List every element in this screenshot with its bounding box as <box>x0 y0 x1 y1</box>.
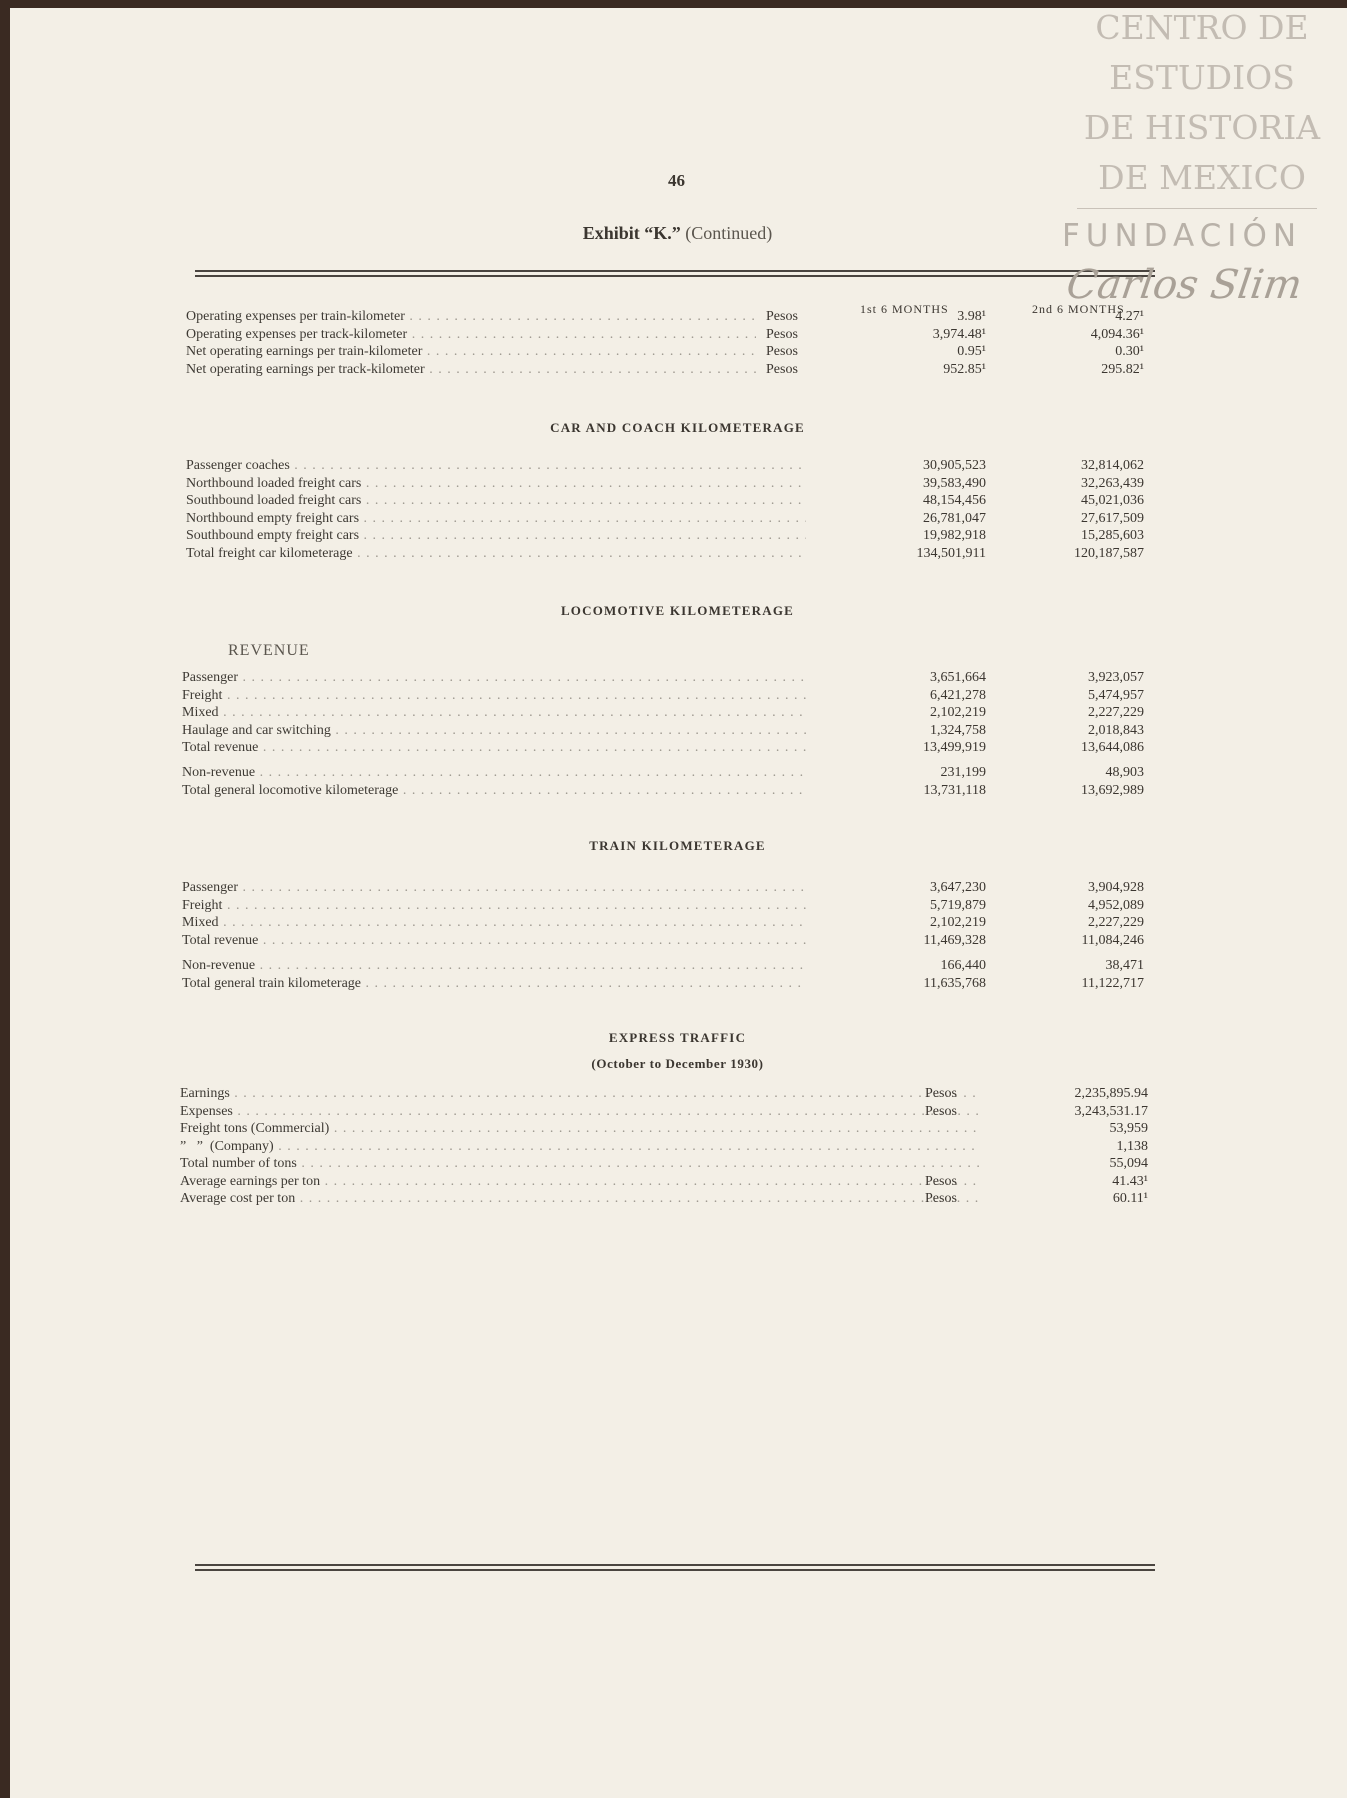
row-unit: Pesos <box>925 1103 957 1119</box>
row-unit: Pesos <box>766 309 798 324</box>
row-label: Passenger coaches . . . <box>186 457 806 474</box>
row-label: Non-revenue . . . <box>182 957 806 974</box>
row-value-v1: 2,102,219 <box>930 915 986 931</box>
row-value-v2: 4,952,089 <box>1088 897 1144 913</box>
table-row <box>182 879 1182 896</box>
watermark-signature: Carlos Slim <box>1063 262 1305 308</box>
row-unit: Pesos <box>766 361 798 377</box>
table-row <box>186 326 1186 343</box>
row-value-v2: 15,285,603 <box>1081 528 1144 543</box>
table-row <box>182 782 1182 799</box>
row-label: Total general train kilometerage . . . <box>182 975 806 992</box>
table-row <box>180 1085 1180 1102</box>
row-unit: Pesos <box>925 1086 957 1101</box>
row-value-amount: 3,243,531.17 <box>1074 1103 1148 1119</box>
watermark-line-2: ESTUDIOS <box>1109 58 1295 97</box>
row-value-amount: 60.11¹ <box>1112 1191 1148 1206</box>
row-value-v2: 2,018,843 <box>1088 722 1144 738</box>
title-continued: (Continued) <box>685 223 773 243</box>
row-label: Net operating earnings per track-kilometer . . . <box>186 361 756 378</box>
row-value-v1: 11,469,328 <box>923 932 986 948</box>
row-label: Southbound empty freight cars . . . <box>186 527 806 544</box>
watermark-divider <box>1077 208 1317 209</box>
row-label: Average cost per ton . . . <box>180 1190 980 1207</box>
row-value-v2: 27,617,509 <box>1081 510 1144 526</box>
row-label: Total revenue . . . <box>182 739 806 756</box>
row-label: Passenger . . . <box>182 879 806 896</box>
row-value-v1: 166,440 <box>940 958 986 973</box>
table-row <box>186 510 1186 527</box>
row-label: Total revenue . . . <box>182 932 806 949</box>
row-value-v1: 48,154,456 <box>923 493 986 508</box>
table-row <box>182 932 1182 949</box>
table-row <box>186 475 1186 492</box>
row-unit: Pesos <box>925 1191 957 1206</box>
column-header-2nd-6-months: 2nd 6 MONTHS <box>1032 302 1125 316</box>
row-value-v1: 13,731,118 <box>923 782 986 798</box>
row-value-v1: 231,199 <box>940 765 986 780</box>
table-row <box>180 1173 1180 1190</box>
row-label: Northbound empty freight cars . . . <box>186 510 806 527</box>
top-double-rule <box>195 270 1155 277</box>
row-value-v2: 4.27¹ <box>1115 309 1144 324</box>
row-label: Haulage and car switching . . . <box>182 722 806 739</box>
row-label: Average earnings per ton . . . <box>180 1173 980 1190</box>
row-value-v1: 3.98¹ <box>957 309 986 324</box>
table-row <box>186 527 1186 544</box>
table-row <box>182 957 1182 974</box>
row-value-v1: 3,651,664 <box>930 670 986 685</box>
row-value-v1: 6,421,278 <box>930 687 986 703</box>
row-value-v1: 26,781,047 <box>923 510 986 526</box>
row-value-amount: 1,138 <box>1116 1138 1148 1154</box>
row-value-v1: 0.95¹ <box>957 344 986 359</box>
row-label: Earnings . . . <box>180 1085 980 1102</box>
table-row <box>182 722 1182 739</box>
table-row <box>186 457 1186 474</box>
row-label: Expenses . . . <box>180 1103 980 1120</box>
row-label: Southbound loaded freight cars . . . <box>186 492 806 509</box>
row-value-v2: 295.82¹ <box>1101 361 1144 377</box>
row-value-v1: 30,905,523 <box>923 458 986 473</box>
row-unit: Pesos <box>766 344 798 359</box>
row-label: Mixed . . . <box>182 704 806 721</box>
row-value-v2: 11,122,717 <box>1081 975 1144 991</box>
row-value-v2: 48,903 <box>1105 765 1144 780</box>
title-exhibit: Exhibit “K.” <box>582 223 681 243</box>
row-value-v2: 11,084,246 <box>1081 932 1144 948</box>
row-value-v2: 4,094.36¹ <box>1090 326 1144 342</box>
row-value-amount: 53,959 <box>1109 1121 1148 1136</box>
page-number: 46 <box>668 171 685 190</box>
section-heading-train: TRAIN KILOMETERAGE <box>589 838 766 853</box>
row-value-v1: 952.85¹ <box>943 361 986 377</box>
table-row <box>182 739 1182 756</box>
row-label: Total general locomotive kilometerage . . . <box>182 782 806 799</box>
row-label: Freight . . . <box>182 687 806 704</box>
table-row <box>182 914 1182 931</box>
row-label: Net operating earnings per train-kilometer . . . <box>186 343 756 360</box>
table-row <box>180 1155 1180 1172</box>
section-heading-car-coach: CAR AND COACH KILOMETERAGE <box>550 420 805 435</box>
watermark-line-1: CENTRO DE <box>1095 8 1309 47</box>
row-value-v2: 45,021,036 <box>1081 493 1144 508</box>
table-row <box>182 687 1182 704</box>
watermark-line-4: DE MEXICO <box>1098 158 1306 197</box>
row-value-v1: 11,635,768 <box>923 975 986 991</box>
row-value-v2: 3,923,057 <box>1088 670 1144 685</box>
row-value-v2: 0.30¹ <box>1115 344 1144 359</box>
table-row <box>186 308 1186 325</box>
row-label: Non-revenue . . . <box>182 764 806 781</box>
row-value-v1: 5,719,879 <box>930 897 986 913</box>
row-value-v1: 19,982,918 <box>923 528 986 543</box>
row-value-v2: 38,471 <box>1105 958 1144 973</box>
table-row <box>186 545 1186 562</box>
row-value-v1: 39,583,490 <box>923 475 986 491</box>
table-row <box>182 669 1182 686</box>
table-row <box>182 897 1182 914</box>
table-row <box>186 361 1186 378</box>
row-value-v1: 2,102,219 <box>930 705 986 721</box>
row-label: Operating expenses per track-kilometer . . . <box>186 326 756 343</box>
row-value-v2: 32,263,439 <box>1081 475 1144 491</box>
section-heading-locomotive: LOCOMOTIVE KILOMETERAGE <box>560 603 795 618</box>
row-value-v1: 3,647,230 <box>930 880 986 895</box>
row-value-v1: 134,501,911 <box>916 545 986 561</box>
row-label: Total freight car kilometerage . . . <box>186 545 806 562</box>
row-value-v2: 2,227,229 <box>1088 915 1144 931</box>
table-row <box>180 1190 1180 1207</box>
watermark-foundation: FUNDACIÓN <box>1061 218 1303 254</box>
row-value-amount: 41.43¹ <box>1112 1173 1148 1189</box>
table-row <box>180 1103 1180 1120</box>
row-label: Mixed . . . <box>182 914 806 931</box>
row-label: Freight . . . <box>182 897 806 914</box>
row-unit: Pesos <box>766 326 798 342</box>
row-value-v1: 1,324,758 <box>930 722 986 738</box>
row-value-v2: 5,474,957 <box>1088 687 1144 703</box>
bottom-double-rule <box>195 1564 1155 1571</box>
column-header-1st-6-months: 1st 6 MONTHS <box>860 302 949 316</box>
row-label: Total number of tons . . . <box>180 1155 980 1172</box>
row-value-amount: 55,094 <box>1109 1156 1148 1171</box>
row-value-v2: 13,644,086 <box>1081 740 1144 756</box>
table-row <box>182 704 1182 721</box>
row-value-v2: 32,814,062 <box>1081 458 1144 473</box>
subheading-express-period: (October to December 1930) <box>591 1056 764 1071</box>
row-label: Passenger . . . <box>182 669 806 686</box>
row-value-amount: 2,235,895.94 <box>1074 1086 1148 1101</box>
row-value-v2: 120,187,587 <box>1074 545 1144 561</box>
row-label: ” ” (Company) . . . <box>180 1138 980 1155</box>
row-label: Northbound loaded freight cars . . . <box>186 475 806 492</box>
table-row <box>182 764 1182 781</box>
watermark-stamp <box>1047 0 1347 340</box>
table-row <box>186 343 1186 360</box>
row-value-v1: 3,974.48¹ <box>932 326 986 342</box>
section-heading-express: EXPRESS TRAFFIC <box>608 1030 747 1045</box>
watermark-line-3: DE HISTORIA <box>1083 108 1321 147</box>
row-value-v2: 2,227,229 <box>1088 705 1144 721</box>
row-value-v2: 3,904,928 <box>1088 880 1144 895</box>
table-row <box>180 1138 1180 1155</box>
row-value-v2: 13,692,989 <box>1081 782 1144 798</box>
row-label: Operating expenses per train-kilometer . . . <box>186 308 756 325</box>
table-row <box>180 1120 1180 1137</box>
row-unit: Pesos <box>925 1173 957 1189</box>
table-row <box>186 492 1186 509</box>
table-row <box>182 975 1182 992</box>
row-label: Freight tons (Commercial) . . . <box>180 1120 980 1137</box>
subheading-revenue: REVENUE <box>228 642 310 659</box>
row-value-v1: 13,499,919 <box>923 740 986 756</box>
